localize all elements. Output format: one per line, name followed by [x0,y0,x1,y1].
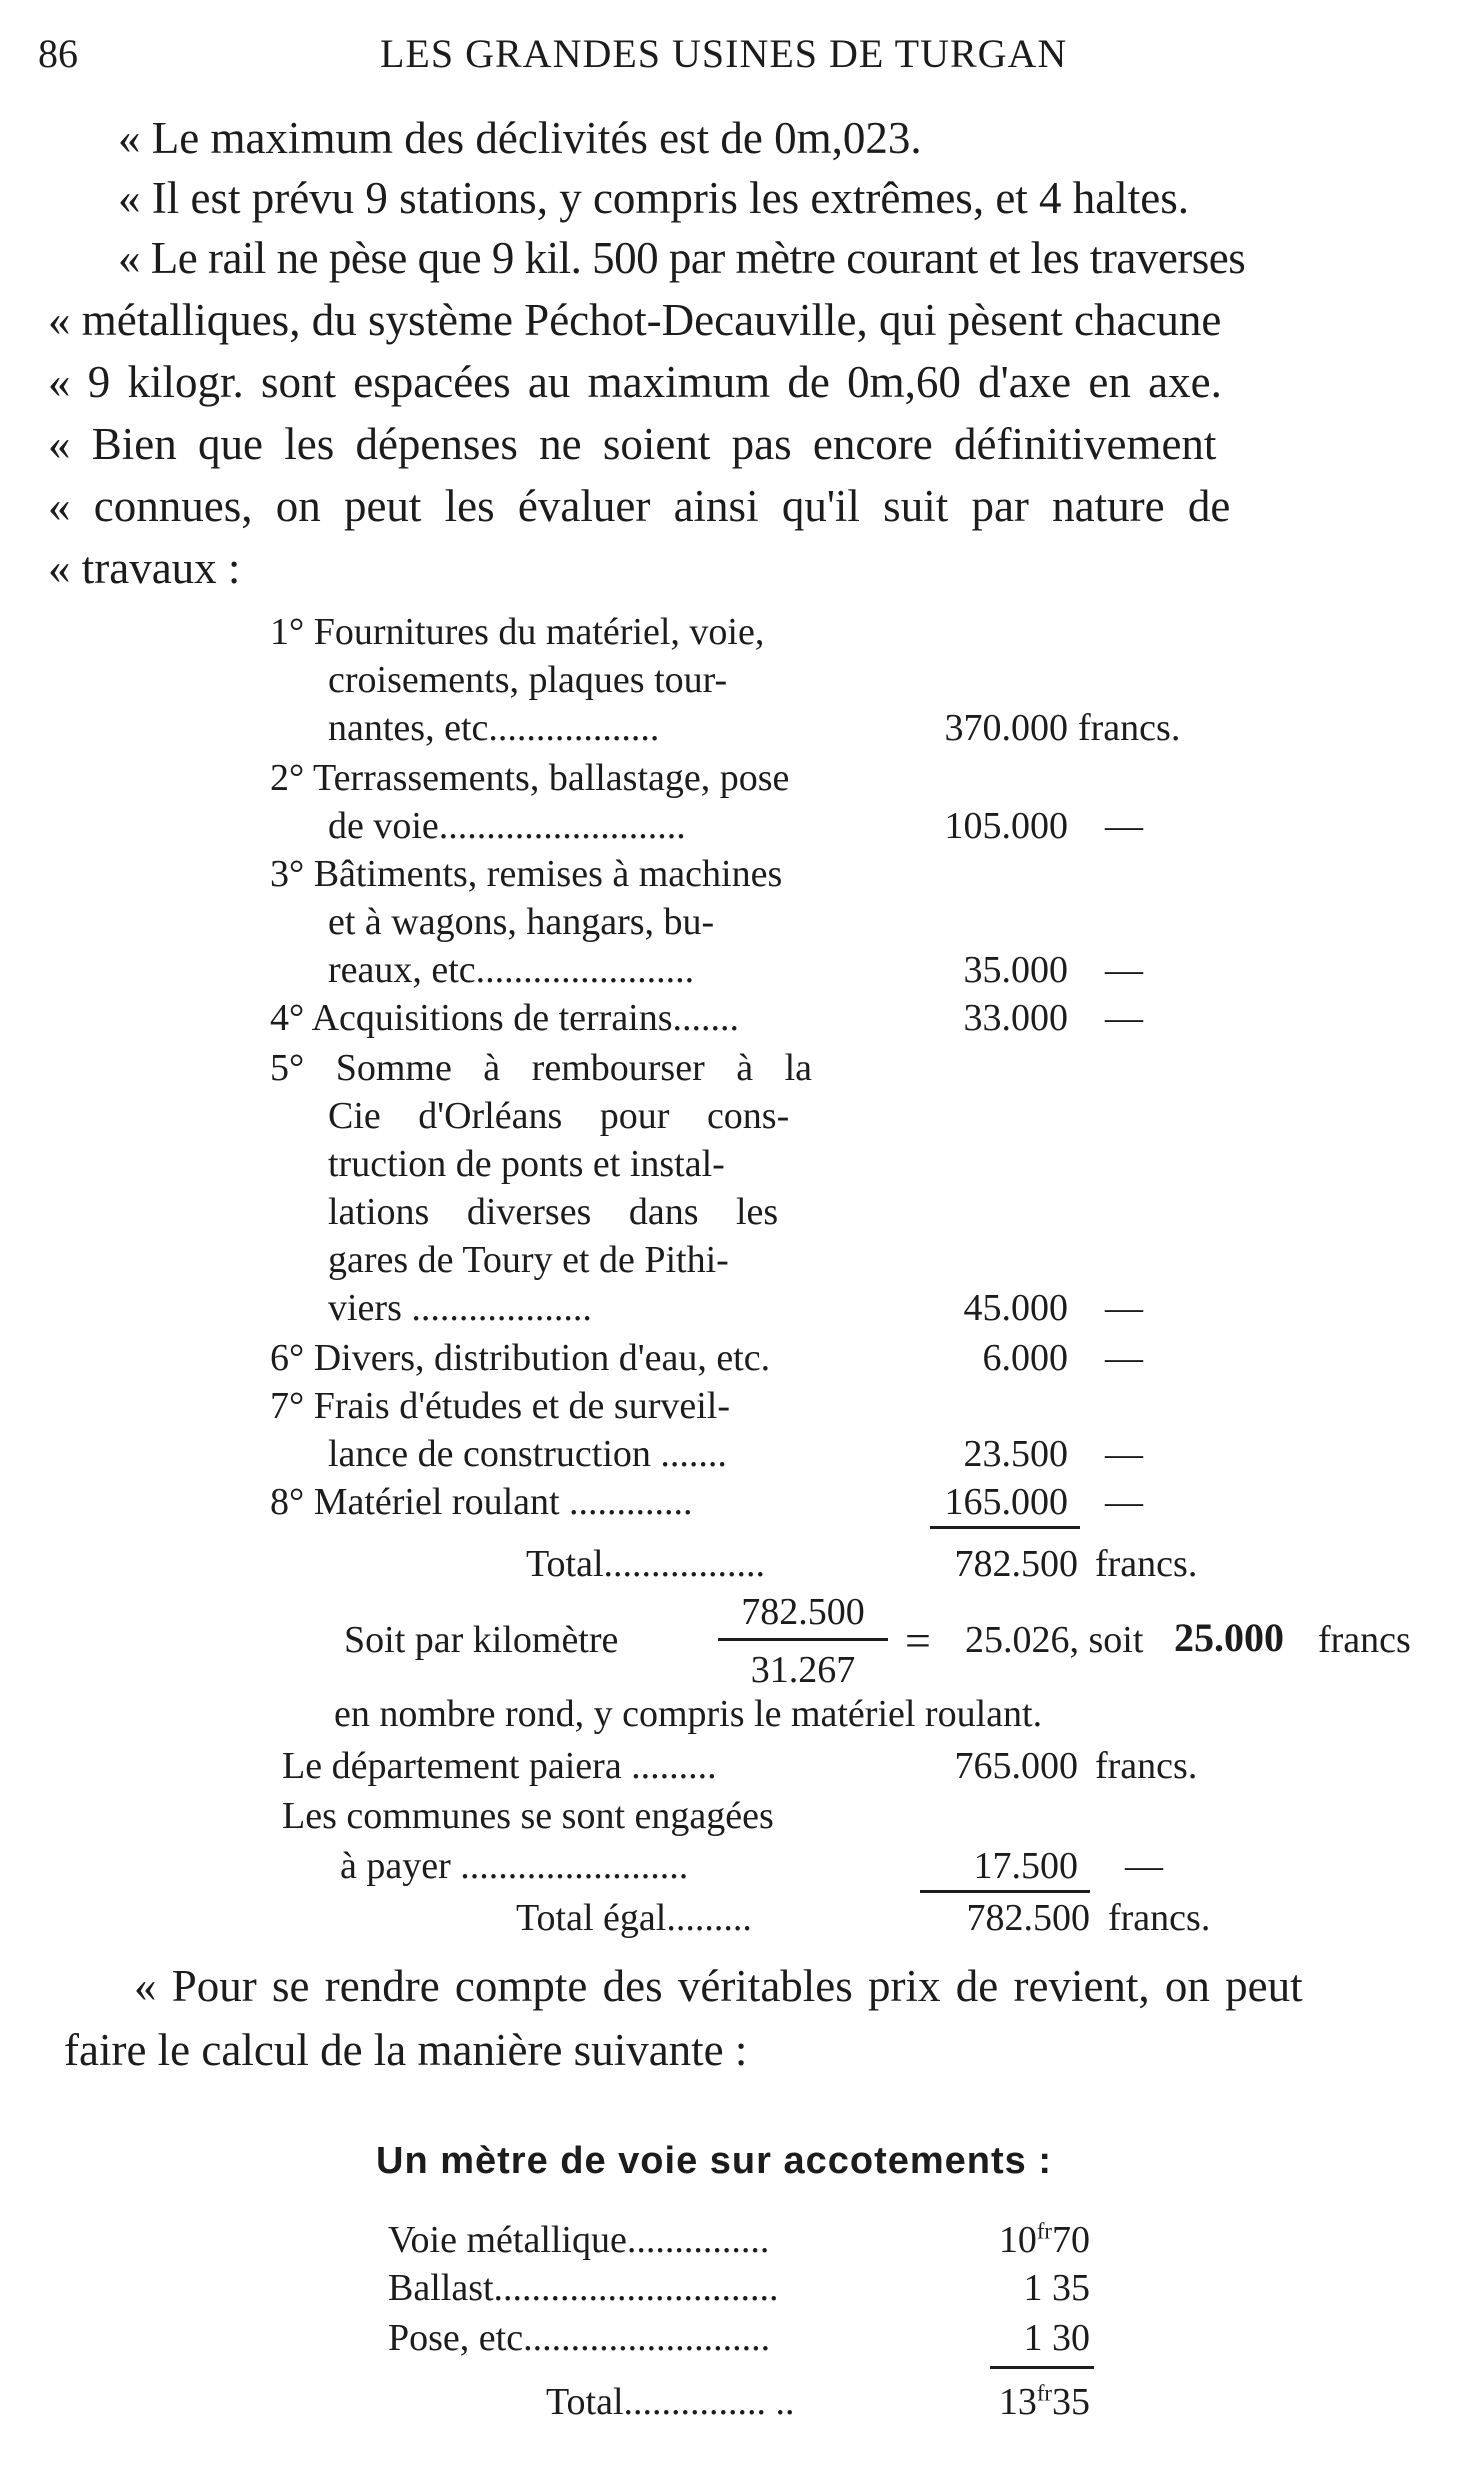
expense-6-unit: — [1105,1337,1143,1379]
funding-communes-amount: 17.500 [973,1845,1078,1887]
cost-row-3-value: 1 30 [1023,2317,1090,2359]
expense-5-line-1: 5° Somme à rembourser à la [270,1047,813,1089]
intro-line-4: « métalliques, du système Péchot-Decauville, qui pèsent chacune [48,295,1222,345]
expense-8-unit: — [1105,1481,1143,1523]
intro-line-6: « Bien que les dépenses ne soient pas encore définitivement [48,419,1217,469]
expense-1-unit: francs. [1078,707,1181,749]
cost-row-3-label: Pose, etc.......................... [388,2317,771,2359]
expense-3-line-1: 3° Bâtiments, remises à machines [270,853,783,895]
cost-total-value: $13^{fr}35$ [998,2380,1090,2423]
expense-total-label: Total................. [526,1543,766,1585]
intro-line-1: « Le maximum des déclivités est de 0m,023. [118,113,922,163]
expense-1-line-1: 1° Fournitures du matériel, voie, [270,611,765,653]
expense-total-amount: 782.500 [954,1543,1078,1585]
cost-row-1-value: $10^{fr}70$ [998,2218,1090,2261]
expense-5-line-5: gares de Toury et de Pithi- [328,1239,729,1281]
fraction-numerator: 782.500 [741,1591,865,1633]
per-km-rounded: 25.000 [1174,1615,1284,1660]
expense-7-amount: 23.500 [963,1433,1068,1475]
expense-3-unit: — [1105,949,1143,991]
intro-line-7: « connues, on peut les évaluer ainsi qu'il suit par nature de [48,481,1231,531]
funding-communes-unit: — [1125,1845,1163,1887]
expense-5-line-3: truction de ponts et instal- [328,1143,725,1185]
expense-1-line-2: croisements, plaques tour- [328,659,728,701]
funding-total-unit: francs. [1108,1897,1211,1939]
expense-7-unit: — [1105,1433,1143,1475]
funding-total-amount: 782.500 [966,1897,1090,1939]
expense-4-line-1: 4° Acquisitions de terrains....... [270,997,740,1039]
expense-8-line-1: 8° Matériel roulant ............. [270,1481,693,1523]
funding-department-unit: francs. [1095,1745,1198,1787]
funding-communes-line-2: à payer ........................ [340,1845,689,1887]
funding-department-label: Le département paiera ......... [282,1745,717,1787]
cost-table-rule [990,2366,1094,2369]
expense-total-unit: francs. [1095,1543,1198,1585]
expense-2-amount: 105.000 [944,805,1068,847]
cost-table-title: Un mètre de voie sur accotements : [376,2140,1052,2182]
funding-department-amount: 765.000 [954,1745,1078,1787]
expense-7-line-2: lance de construction ....... [328,1433,727,1475]
expense-2-line-2: de voie.......................... [328,805,686,847]
expense-1-amount: 370.000 [944,707,1068,749]
intro-line-5: « 9 kilogr. sont espacées au maximum de 0m,60 d'axe en axe. [48,357,1222,407]
per-km-unit: francs [1318,1619,1411,1661]
cost-row-1-label: Voie métallique............... [388,2219,770,2261]
per-km-label: Soit par kilomètre [344,1619,619,1661]
subtotal-rule [930,1526,1080,1529]
intro-line-2: « Il est prévu 9 stations, y compris les extrêmes, et 4 haltes. [118,173,1190,223]
expense-7-line-1: 7° Frais d'études et de surveil- [270,1385,730,1427]
expense-5-line-6: viers ................... [328,1287,592,1329]
funding-communes-line-1: Les communes se sont engagées [282,1795,774,1837]
fraction-denominator: 31.267 [750,1649,856,1691]
equals-sign: = [905,1615,931,1666]
expense-1-line-3: nantes, etc.................. [328,707,660,749]
expense-5-line-2: Cie d'Orléans pour cons- [328,1095,790,1137]
fraction-bar [718,1638,888,1641]
funding-rule [920,1890,1090,1893]
expense-6-amount: 6.000 [982,1337,1068,1379]
expense-8-amount: 165.000 [944,1481,1068,1523]
expense-3-line-2: et à wagons, hangars, bu- [328,901,715,943]
expense-3-amount: 35.000 [963,949,1068,991]
per-km-result: 25.026, soit [965,1619,1144,1661]
expense-5-unit: — [1105,1287,1143,1329]
intro-line-3: « Le rail ne pèse que 9 kil. 500 par mètre courant et les traverses [118,233,1246,283]
cost-row-2-value: 1 35 [1023,2267,1090,2309]
per-km-note: en nombre rond, y compris le matériel roulant. [334,1693,1043,1735]
cost-row-2-label: Ballast.............................. [388,2267,779,2309]
expense-4-amount: 33.000 [963,997,1068,1039]
closing-line-1: « Pour se rendre compte des véritables prix de revient, on peut [134,1961,1303,2011]
expense-3-line-3: reaux, etc....................... [328,949,695,991]
expense-5-line-4: lations diverses dans les [328,1191,779,1233]
funding-total-label: Total égal......... [516,1897,752,1939]
expense-2-line-1: 2° Terrassements, ballastage, pose [270,757,790,799]
running-title: LES GRANDES USINES DE TURGAN [380,31,1068,76]
page-number: 86 [38,31,78,76]
intro-line-8: « travaux : [48,543,241,593]
expense-2-unit: — [1105,805,1143,847]
closing-line-2: faire le calcul de la manière suivante : [64,2025,748,2075]
expense-6-line-1: 6° Divers, distribution d'eau, etc. [270,1337,771,1379]
expense-5-amount: 45.000 [963,1287,1068,1329]
cost-total-label: Total............... .. [546,2381,795,2423]
expense-4-unit: — [1105,997,1143,1039]
